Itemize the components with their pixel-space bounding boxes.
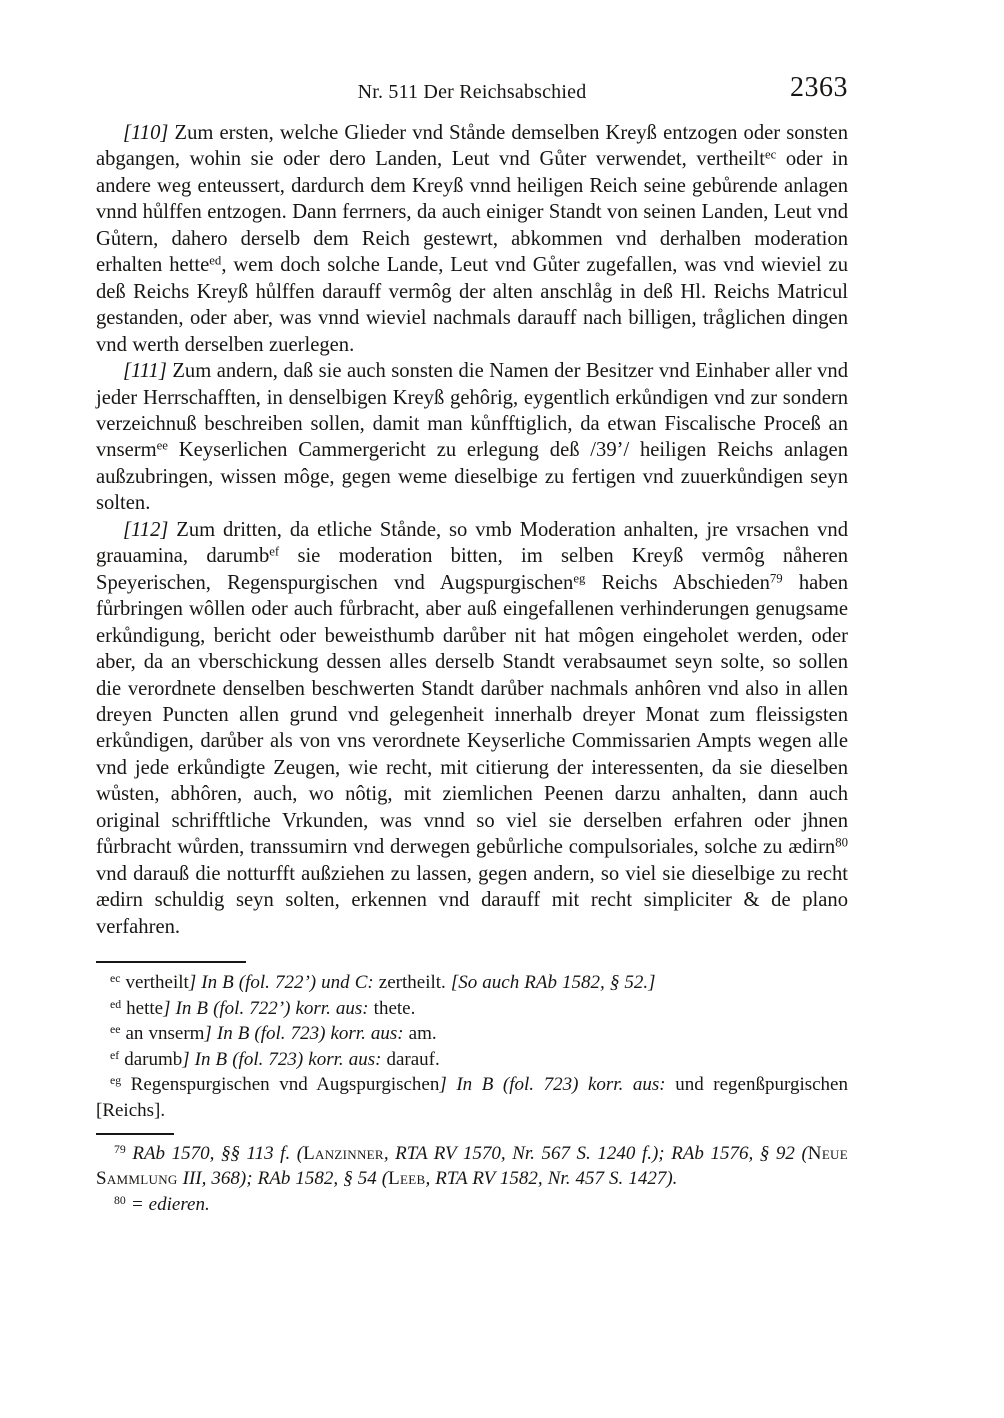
footnote-separator-rule: [96, 1133, 174, 1135]
running-title: Nr. 511 Der Reichsabschied: [357, 81, 587, 103]
paragraph-111: [111] Zum andern, daß sie auch sonsten die Namen der Besitzer vnd Einhaber aller vnd jeder Herrschafften, in denselbigen Kreyß gehôrig, eygentlich erkůndigen vnd zur sondern verzeichnuß beschreiben sollen, damit man kůnfftiglich, da etwan Fiscalische Proceß an vnserm$^{ee}$ Keyserlichen Cammergericht zu erlegung deß /39’/ heiligen Reichs anlagen außzubringen, wissen môge, gegen weme dieselbige zu fertigen vnd zuuerkůndigen seyn solten.: [96, 360, 848, 515]
paragraph-110: [110] Zum ersten, welche Glieder vnd Stånde demselben Kreyß entzogen oder sonsten abgangen, wohin sie oder dero Landen, Leut vnd Gůter verwendet, vertheilt$^{ec}$ oder in andere weg enteussert, dardurch dem Kreyß vnnd heiligen Reich seine gebůrende anlagen vnnd hůlffen entzogen. Dann ferrners, da auch einiger Standt von seinen Landen, Leut vnd Gůtern, dahero derselb dem Reich gestewrt, abkommen vnd derhalben moderation erhalten hette$^{ed}$, wem doch solche Lande, Leut vnd Gůter zugefallen, was vnd wieviel zu deß Reichs Kreyß hůlffen darauff vermôg der alten anschlåg in deß Hl. Reichs Matricul gestanden, oder aber, was vnnd wieviel nachmals darauff nach billigen, tråglichen dingen vnd werth derselben zuerlegen.: [96, 122, 848, 356]
apparatus-note-ef: $^{ef}$ darumb] In B (fol. 723) korr. aus: darauf.: [110, 1048, 440, 1070]
apparatus-separator-rule: [96, 961, 246, 963]
footnote-80: $^{80}$ = edieren.: [114, 1193, 210, 1215]
apparatus-note-eg: $^{eg}$ Regenspurgischen vnd Augspurgischen] In B (fol. 723) korr. aus: und regenßpurgischen [Reichs].: [96, 1074, 848, 1122]
paragraph-112: [112] Zum dritten, da etliche Stånde, so vmb Moderation anhalten, jre vrsachen vnd grauamina, darumb$^{ef}$ sie moderation bitten, im selben Kreyß vermôg nåheren Speyerischen, Regenspurgischen vnd Augspurgischen$^{eg}$ Reichs Abschieden$^{79}$ haben fůrbringen wôllen oder auch fůrbracht, aber auß eingefallenen verhinderungen genugsame erkůndigung, bericht oder beweisthumb darůber nit hat môgen eingeholet werden, oder aber, da an vberschickung dessen alles derselb Standt verabsaumet seyn solte, so sollen die verordnete denselben beschwerten Standt darůber nachmals anhôren vnd also in allen dreyen Puncten allen grund vnd gelegenheit innerhalb dreyer Monat zum fleissigsten erkůndigen, darůber als von vns verordnete Keyserliche Commissarien Ampts wegen alle vnd jede erkůndigte Zeugen, wie recht, mit citierung der interessenten, da sie dieselben wůsten, abhôren, auch, wo nôtig, mit ziemlichen Peenen darzu anhalten, dann auch original schrifftliche Vrkunden, was vnnd so viel sie derselben erfahren oder jhnen fůrbracht wůrden, transsumirn vnd derwegen gebůrliche compulsoriales, solche zu ædirn$^{80}$ vnd darauß die notturfft außziehen zu lassen, gegen andern, so viel sie dieselbige zu recht ædirn schuldig seyn solten, erkennen vnd darauff mit recht simpliciter & de plano verfahren.: [96, 518, 849, 938]
text-column: [96, 120, 848, 1217]
page-number: 2363: [790, 72, 848, 103]
apparatus-note-ee: $^{ee}$ an vnserm] In B (fol. 723) korr. aus: am.: [110, 1023, 437, 1045]
apparatus-note-ed: $^{ed}$ hette] In B (fol. 722’) korr. aus: thete.: [110, 997, 416, 1019]
apparatus-note-ec: $^{ec}$ vertheilt] In B (fol. 722’) und C: zertheilt. [So auch RAb 1582, § 52.]: [110, 972, 656, 994]
footnote-79: $^{79}$ RAb 1570, §§ 113 f. (Lanzinner, RTA RV 1570, Nr. 567 S. 1240 f.); RAb 1576, § 92 (Neue Sammlung III, 368); RAb 1582, § 54 (Leeb, RTA RV 1582, Nr. 457 S. 1427).: [96, 1142, 848, 1190]
